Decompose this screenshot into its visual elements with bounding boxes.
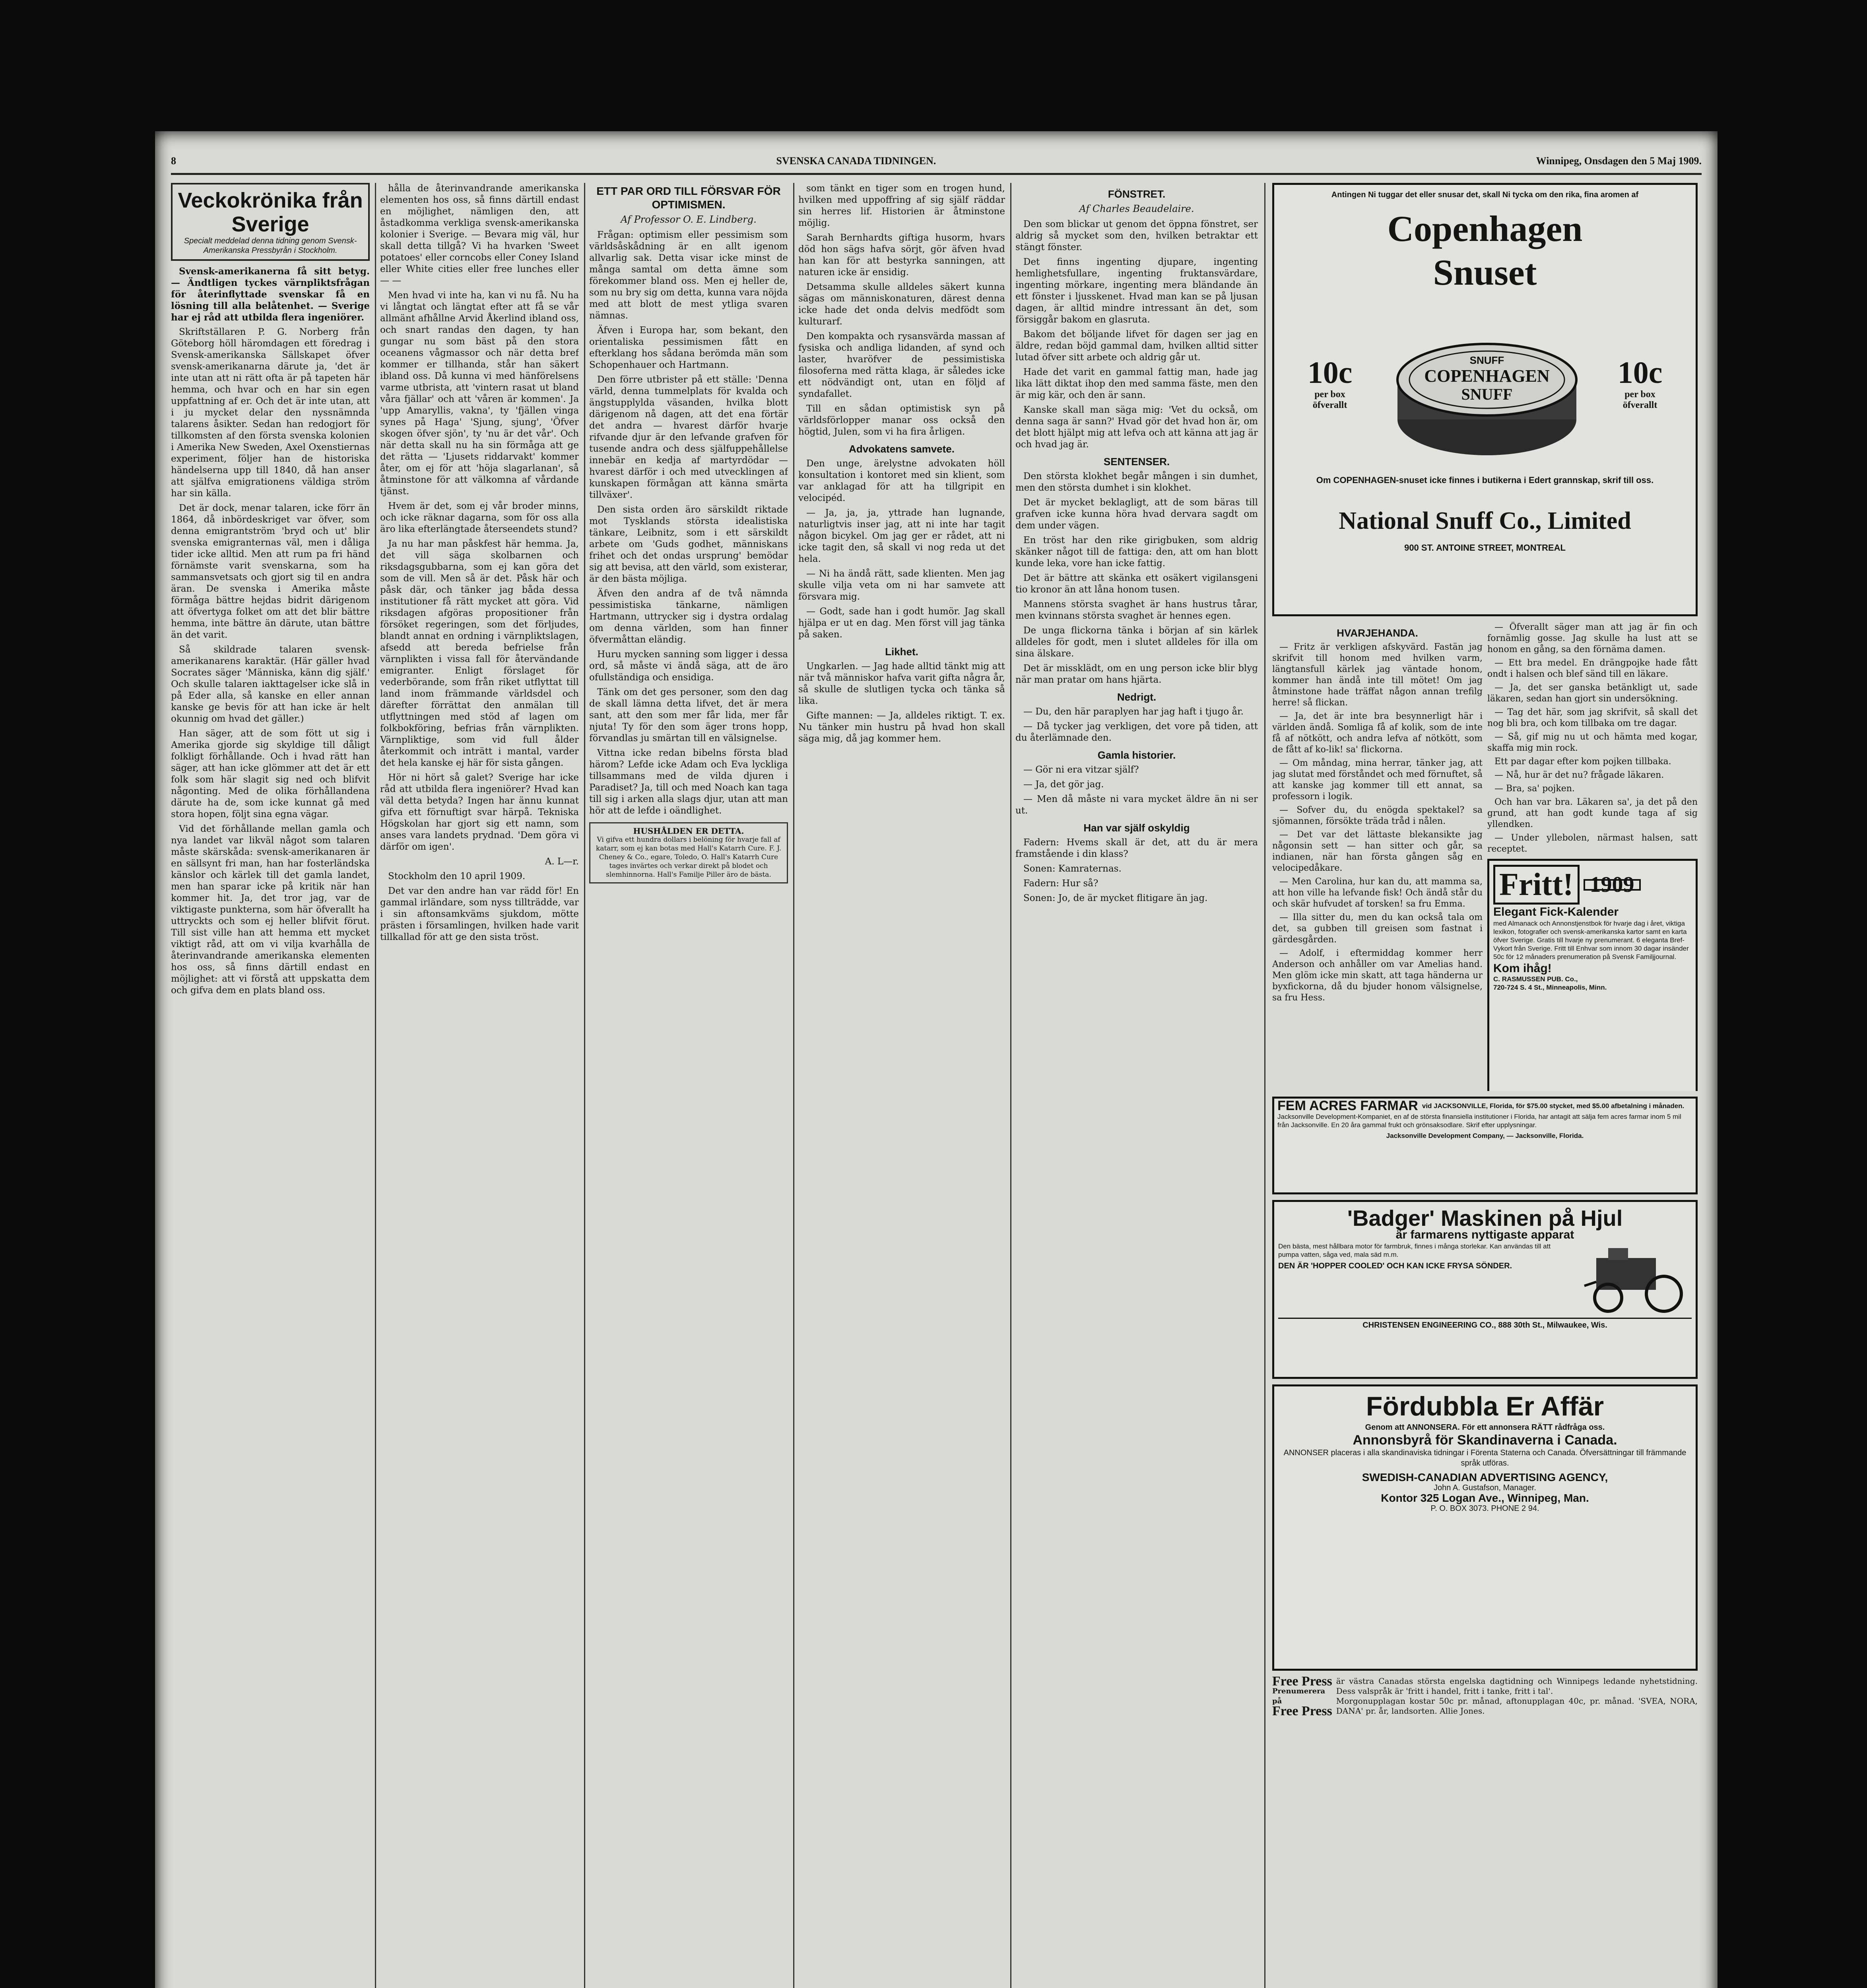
hvarjehanda-item: — Tag det här, som jag skrifvit, så skall det nog bli bra, och kom tillbaka om tre dagar. (1487, 707, 1698, 728)
nedrigt-line: — Då tycker jag verkligen, det vore på tiden, att du återlämnade den. (1015, 721, 1258, 743)
gamla-line: — Ja, det gör jag. (1023, 779, 1104, 790)
col3-paragraph: Den sista orden äro särskildt riktade mot Tysklands största idealistiska tänkare, Leibnitz, som i ett särskildt arbete om 'Guds godhet, människans frihet och det ondas ursprung' bemödar sig att bevisa, att den värld, som existerar, är den bästa möjliga. (589, 505, 788, 584)
col4-paragraph: som tänkt en tiger som en trogen hund, hvilken med uppoffring af sig själf räddar sin herres lif. Historien är åtminstone möjlig. (798, 183, 1005, 228)
sentens: Det är bättre att skänka ett osäkert vigilansgeni tio kronor än att låna honom tusen. (1015, 573, 1258, 595)
snus-intro: Antingen Ni tuggar det eller snusar det, skall Ni tycka om den rika, fina aromen af (1331, 190, 1639, 199)
agency-manager: John A. Gustafson, Manager. (1434, 1483, 1536, 1492)
sentens: En tröst har den rike girigbuken, som aldrig skänker något till de fattiga: den, att om han blott kunde leka, vore han icke fattig. (1015, 535, 1258, 569)
fritt-calendar-ad (1487, 859, 1698, 1091)
snus-price-left (1290, 356, 1370, 411)
hvarjehanda-item: — Sofver du, du enögda spektakel? sa sjömannen, försökte träda tråd i nålen. (1272, 805, 1483, 826)
sentens: De unga flickorna tänka i början af sin kärlek alldeles för godt, men i slutet alldeles för illa om sina älskare. (1015, 625, 1258, 659)
hvarjehanda-item: — Öfverallt säger man att jag är fin och fornämlig gosse. Jag skulle ha lust att se honom en gång, sa den förnäma damen. (1487, 622, 1698, 654)
col3-paragraph: Äfven den andra af de två nämnda pessimistiska tänkarne, nämligen Hartmann, uttrycker sig i dystra ordalag om denna världen, som han finner öfvermåttan eländig. (589, 588, 788, 645)
veckokronika-subtitle: Specialt meddelad denna tidning genom Svensk-Amerikanska Pressbyrån i Stockholm. (184, 237, 357, 255)
gamla-title: Gamla historier. (1097, 749, 1176, 761)
fritt-word: Fritt! (1493, 865, 1580, 905)
sentenser-title: SENTENSER. (1103, 456, 1170, 468)
fordubbla-ad (1272, 1384, 1698, 1671)
column-5 (1015, 183, 1258, 1988)
col4-paragraph: Detsamma skulle alldeles säkert kunna sägas om människonaturen, därest denna icke hade det onda delvis medfödt som kulturarf. (798, 282, 1005, 327)
col2-paragraph: Det var den andre han var rädd för! En gammal irländare, som nyss tillträdde, var i sin aftonsamkväms sjukdom, mötte prästen i församlingen, hvilken hade varit tillkallad för att ge den sista tröst. (380, 886, 579, 942)
column-4 (798, 183, 1005, 1988)
optimism-byline: Af Professor O. E. Lindberg. (621, 214, 757, 225)
oskyldig-line: Fadern: Hur så? (1023, 878, 1098, 889)
snus-price-sub: öfverallt (1312, 400, 1347, 410)
hvarjehanda-item: — Ja, det ser ganska betänkligt ut, sade läkaren, sedan han gjort sin undersökning. (1487, 683, 1698, 704)
likhet-paragraph: Gifte mannen: — Ja, alldeles riktigt. T. ex. Nu tänker min hustru på hvad hon skall säga mig, då jag kommer hem. (798, 711, 1005, 744)
fem-acres-title: FEM ACRES FARMAR (1277, 1098, 1418, 1113)
column-rule (793, 183, 794, 1988)
hvarjehanda-item: — Men Carolina, hur kan du, att mamma sa, att hon ville ha lefvande fisk! Och ändå står du och skär hufvudet af torsken! sa fru Emma. (1272, 877, 1483, 909)
sentens: Det är mycket beklagligt, att de som bäras till grafven icke kunna höra hvad dervara sagdt om dem under vägen. (1015, 497, 1258, 531)
hvarjehanda-item: — Om måndag, mina herrar, tänker jag, att jag slutat med förståndet och med förnuftet, så att kanske jag kommer till ett annat, sa professorn i logik. (1272, 758, 1483, 802)
hvarjehanda-col-b (1487, 622, 1698, 1091)
hvarjehanda-item: — Ett bra medel. En drängpojke hade fått ondt i halsen och blef sänd till en läkare. (1487, 658, 1698, 679)
badger-subtitle: är farmarens nyttigaste apparat (1395, 1228, 1574, 1241)
hvarjehanda-item: — Adolf, i eftermiddag kommer herr Anderson och anhåller om var Amelias hand. Men glöm icke min skatt, att taga händerna ur byxfickorna, då du bjuder honom välsignelse, sa fru Hess. (1272, 948, 1483, 1003)
col3-paragraph: Vittna icke redan bibelns första blad härom? Lefde icke Adam och Eva lyckliga tillsammans med de vilda djuren i Paradiset? Ja, till och med Noach kan taga till sig i arken alla slags djur, utan att man hör att de lefde i oändlighet. (589, 748, 788, 816)
ads-column (1272, 183, 1698, 1988)
fordubbla-title: Fördubbla Er Affär (1366, 1391, 1604, 1421)
col4-paragraph: Den kompakta och rysansvärda massan af fysiska och andliga lidanden, af synd och laster, hvaröfver de pessimistiska filosoferna med rätta klaga, är således icke ett nödvändigt ont, utan en följd af syndafallet. (798, 331, 1005, 399)
badger-body (1278, 1242, 1692, 1314)
column-3 (589, 183, 788, 1988)
hvarjehanda-item: — Fritz är verkligen afskyvärd. Fastän jag skrifvit till honom med hvilken varm, längtansfull kärlek jag väntade honom, kommer han ändå inte till mötet! Om jag åtminstone hade träffat någon annan trefilg herre! så flickan. (1272, 642, 1483, 708)
veckokronika-box (171, 183, 370, 261)
col4-paragraph: Till en sådan optimistisk syn på världsförlopper manar oss också den högtid, Julen, som vi ha fira årligen. (798, 404, 1005, 437)
free-press-label: Free Press (1272, 1674, 1332, 1689)
col3-paragraph: Tänk om det ges personer, som den dag de skall lämna detta lifvet, det är mera sant, att den som mer får lida, mer får njuta! Ty för den som äger trons hopp, förvandlas ju smärtan till en välsignelse. (589, 687, 788, 744)
column-rule (584, 183, 585, 1988)
hvarjehanda-item: — Så, gif mig nu ut och hämta med kogar, skaffa mig min rock. (1487, 732, 1698, 753)
snus-price-sub: per box (1624, 389, 1655, 400)
nedrigt-line: — Du, den här paraplyen har jag haft i tjugo år. (1023, 707, 1244, 717)
fem-acres-header (1277, 1098, 1692, 1113)
hvarjehanda-item: Ett par dagar efter kom pojken tillbaka. (1494, 757, 1671, 767)
snus-price: 10c (1307, 355, 1353, 390)
hushalden-notice (589, 822, 788, 883)
fem-acres-ad (1272, 1097, 1698, 1194)
snus-brand-line-1: Copenhagen (1387, 208, 1583, 249)
snus-price-sub: öfverallt (1622, 400, 1657, 410)
fonstret-paragraph: Det finns ingenting djupare, ingenting hemlighetsfullare, ingenting fruktansvärdare, ingenting mörkare, ingenting mera bländande än ett fönster i ljusskenet. Hvad man kan se på ljusan dagen, är alltid mindre intressant än det, som försiggår bakom en glasruta. (1015, 257, 1258, 325)
gamla-line: — Men då måste ni vara mycket äldre än ni ser ut. (1015, 794, 1258, 816)
col3-paragraph: Den förre utbrister på ett ställe: 'Denna värld, denna tummelplats för kvalda och ängstupplylda väsanden, hvilka blott därigenom nå dagen, att det ena förtär det andra — hvarest därför hvarje rifvande djur är den lefvande grafven för tusende andra och dess själfuppehållelse innebär en kedja af martyrdödar — hvarest därför i och med utvecklingen af kunskapen förmågan att känna smärta tillväxer'. (589, 375, 788, 500)
badger-hopper: DEN ÄR 'HOPPER COOLED' OCH KAN ICKE FRYSA SÖNDER. (1278, 1262, 1512, 1270)
free-press-ad (1272, 1676, 1698, 1716)
oskyldig-line: Sonen: Kamraternas. (1023, 864, 1122, 874)
dateline: Winnipeg, Onsdagen den 5 Maj 1909. (1536, 155, 1702, 167)
copenhagen-snuff-ad (1272, 183, 1698, 616)
free-press-text-1: är västra Canadas största engelska dagtidning och Winnipegs ledande nyhetstidning. Dess valspråk är 'fritt i handel, fritt i tanke, fritt i tal'. (1336, 1676, 1698, 1696)
sentens: Det är missklädt, om en ung person icke blir blyg när man pratar om hans hjärta. (1015, 663, 1258, 685)
veckokronika-title: Veckokrönika från Sverige (178, 188, 363, 236)
hvarjehanda-item: — Under yllebolen, närmast halsen, satt receptet. (1487, 833, 1698, 854)
free-press-labels (1272, 1676, 1332, 1716)
free-press-text-2: Morgonupplagan kostar 50c pr. månad, aftonupplagan 40c, pr. månad. 'SVEA, NORA, DANA' pr. år, landsorten. Allie Jones. (1336, 1696, 1698, 1716)
hvarjehanda-title: HVARJEHANDA. (1337, 627, 1418, 639)
fritt-year: 1909 (1584, 879, 1641, 891)
snus-company: National Snuff Co., Limited (1339, 507, 1631, 534)
veckokronika-lead: Svensk-amerikanerna få sitt betyg. — Ändtligen tyckes värnpliktsfrågan för återinflyttade svenskar få en lösning till alla belåtenhet. — Sverige har ej råd att utbilda flera ingeniörer. (171, 266, 370, 323)
page-number: 8 (171, 155, 176, 167)
fordubbla-line-3: ANNONSER placeras i alla skandinaviska tidningar i Förenta Staterna och Canada. Öfversättningar till främmande språk utföras. (1283, 1448, 1687, 1468)
badger-footer: CHRISTENSEN ENGINEERING CO., 888 30th St., Milwaukee, Wis. (1278, 1318, 1692, 1330)
agency-name: SWEDISH-CANADIAN ADVERTISING AGENCY, (1362, 1471, 1608, 1483)
fritt-headline (1493, 865, 1692, 905)
col2-paragraph: hålla de återinvandrande amerikanska elementen hos oss, så finns därtill endast en möjlighet, nämligen den, att åstadkomma verkliga svensk-amerikanska kolonier i Sverige. — Bevara mig väl, hur skall detta tillgå? Vi ha hvarken 'Sweet potatoes' eller corncobs eller Coney Island eller White cities eller free lunches eller — — (380, 183, 579, 286)
sentens: Den största klokhet begår mången i sin dumhet, men den största dumhet i sin klokhet. (1015, 471, 1258, 493)
badger-text-block (1278, 1242, 1568, 1314)
col2-paragraph: Hör ni hört så galet? Sverige har icke råd att utbilda flera ingeniörer? Hvad kan väl detta betyda? Ingen har ännu kunnat gifva ett förnuftigt svar härpå. Tekniska Högskolan har gjort sig ett namn, som anses vara landets prydnad. 'Dem göra vi därför om igen'. (380, 773, 579, 852)
tin-text-middle: COPENHAGEN (1424, 366, 1550, 386)
fordubbla-line-1: Genom att ANNONSERA. För ett annonsera RÄTT rådfråga oss. (1365, 1423, 1605, 1432)
agency-address: Kontor 325 Logan Ave., Winnipeg, Man. (1381, 1492, 1589, 1504)
paper-name: SVENSKA CANADA TIDNINGEN. (776, 155, 936, 167)
column-rule (1264, 183, 1265, 1988)
fem-acres-footer: Jacksonville Development Company, — Jacksonville, Florida. (1386, 1132, 1584, 1140)
hvarjehanda-col-a (1272, 622, 1483, 1091)
sentens: Mannens största svaghet är hans hustrus tårar, men kvinnans största svaghet är hennes egen. (1015, 599, 1258, 621)
hvarjehanda-item: — Ja, det är inte bra besynnerligt här i världen ändå. Somliga få af kolik, som de inte få af nötkött, och andra lefva af nötkött, som de fått af ko-lik! sa' flickorna. (1272, 711, 1483, 755)
snus-address: 900 ST. ANTOINE STREET, MONTREAL (1404, 543, 1566, 553)
newspaper-page (155, 131, 1718, 1988)
fem-acres-side: vid JACKSONVILLE, Florida, för $75.00 stycket, med $5.00 afbetalning i månaden. (1422, 1102, 1685, 1110)
notice-title: HUSHÅLDEN ER DETTA. (633, 826, 744, 836)
advokat-title: Advokatens samvete. (849, 443, 955, 455)
col4-paragraph: Sarah Bernhardts giftiga husorm, hvars död hon sägs hafva sörjt, gör äfven hvad han kan för att bestyrka sanningen, att naturen icke är ensidig. (798, 233, 1005, 278)
col1-paragraph: Han säger, att de som fött ut sig i Amerika gjorde sig skyldige till dåligt folkligt förhållande. Och i hvad rätt han säger, att han icke glömmer att det är ett folk som här slagit sig ned och blifvit någonting. Med de olika förhållandena därute ha de, som icke kunnat gå med stora hopen, följt sina egna vägar. (171, 728, 370, 819)
fonstret-paragraph: Hade det varit en gammal fattig man, hade jag lika lätt diktat ihop den med samma fäste, men den är mig kär, och den är sann. (1015, 367, 1258, 400)
fem-acres-text: Jacksonville Development-Kompaniet, en af de största finansiella institutioner i Florida, har antagit att sälja fem acres farmar inom 5 mil från Jacksonville. En 20 åra gammal frukt och grönsaksodlare. Skrif efter upplysningar. (1277, 1113, 1681, 1129)
fonstret-byline: Af Charles Beaudelaire. (1079, 203, 1194, 214)
col1-paragraph: Vid det förhållande mellan gamla och nya landet var likväl något som talaren måste skärskåda: svensk-amerikanaren är en sällsynt fri man, han har fosterländska känslor och kärlek till det gamla landet, men han sparar icke på kritik när han kommer hit. Ja, det tror jag, var de viktigaste punkterna, som här öfverallt ha uttryckts och som ej heller blifvit förut. Till sist ville han att hemma ett mycket viktigt råd, att om vi vilja kvarhålla de återinvandrande amerikanska elementen hos oss, så finns därtill endast en möjlighet: att vi förstå att uppskatta dem och gifva dem en plats bland oss. (171, 824, 370, 996)
fonstret-paragraph: Kanske skall man säga mig: 'Vet du också, om denna saga är sann?' Hvad gör det hvad hon är, om det blott hjälpt mig att lefva och att känna att jag är och hvad jag är. (1015, 405, 1258, 450)
oskyldig-line: Fadern: Hvems skall är det, att du är mera framstående i din klass? (1015, 837, 1258, 859)
advokat-paragraph: — Ni ha ändå rätt, sade klienten. Men jag skulle vilja veta om ni har samvete att försvara mig. (798, 569, 1005, 602)
col1-paragraph: Skriftställaren P. G. Norberg från Göteborg höll häromdagen ett föredrag i Svensk-amerikanska Sällskapet öfver svensk-amerikanarna därute ja, 'det är inte utan att ni rätt ofta är på tapeten här hemma, och hvar och en har sin egen uppfattning af er. Och det är inte utan, att i ju mycket delar den nyssnämnda talarens åsikter. Sedan han redogjort för tillkomsten af den första svenska kolonien i Amerika New Sweden, Axel Oxenstiernas experiment, följer han de historiska händelserna upp till 1840, då han anser att själfva emigrationens väldiga ström har sin källa. (171, 327, 370, 499)
engine-illustration (1572, 1242, 1692, 1314)
hvarjehanda-item: Och han var bra. Läkaren sa', ja det på den grund, att han godt kunde taga af sig yllendken. (1487, 797, 1698, 829)
advokat-paragraph: — Ja, ja, ja, yttrade han lugnande, naturligtvis inser jag, att ni inte har tagit någon bicykel. Om jag ger er rådet, att ni icke tagit den, så skall vi nog reda ut det hela. (798, 508, 1005, 564)
likhet-paragraph: Ungkarlen. — Jag hade alltid tänkt mig att när två människor hafva varit gifta några år, så skulle de slutligen tycka och tänka så lika. (798, 661, 1005, 706)
free-press-label-2: Free Press (1272, 1704, 1332, 1718)
page-header (171, 149, 1702, 175)
badger-machine-ad (1272, 1200, 1698, 1379)
column-rule (1010, 183, 1011, 1988)
fonstret-title: FÖNSTRET. (1108, 188, 1166, 200)
tin-text-top: SNUFF (1469, 354, 1504, 366)
gamla-line: — Gör ni era vitzar själf? (1023, 765, 1139, 775)
column-2 (380, 183, 579, 1988)
col2-paragraph: Men hvad vi inte ha, kan vi nu få. Nu ha vi långtat och längtat efter att få se vår allmänt afhållne Arvid Åkerlind ibland oss, och snart randas den dagen, ty han gungar nu som bäst på den stora oceanens vågmassor och när detta bref kommer er tillhanda, står han säkert ibland oss. Då kunna vi med hänförelsens varme utbrista, att 'vintern rasat ut bland våra fjällar' och att 'våren är kommen'. Ja 'upp Amaryllis, vakna', ty 'fjällen vinga synes på Haga' 'Sjung, sjung', 'Öfver skogen öfver sjön', ty 'nu är det vår'. Och när detta skall nu ha sin förmåga att ge det rätta — 'Ljusets riddarvakt' kommer åter, om ej för att 'höja slagarlanan', så åtminstone för att välkomna af vårdande tjänst. (380, 290, 579, 497)
snus-price-sub: per box (1314, 389, 1345, 400)
hvarjehanda-item: — Illa sitter du, men du kan också tala om det, sa gubben till greisen som fastnat i gärdesgården. (1272, 912, 1483, 945)
badger-text: Den bästa, mest hållbara motor för farmbruk, finnes i många storlekar. Kan användas till att pumpa vatten, såga ved, mala säd m.m. (1278, 1242, 1551, 1258)
fritt-title: Elegant Fick-Kalender (1493, 905, 1619, 918)
fritt-text: med Almanack och Annonstjenstbok för hvarje dag i året, viktiga lexikon, fotografier och svensk-amerikanska kartor samt en karta öfver Sverige. Gratis till hvarje ny prenumerant. 6 eleganta Bref-Vykort från Sverige. Fritt till Enhvar som innom 30 dagar insänder 50c för 12 månaders prenumeration på Svensk Familjjournal. (1493, 920, 1689, 961)
snus-note: Om COPENHAGEN-snuset icke finnes i butikerna i Edert grannskap, skrif till oss. (1316, 475, 1654, 485)
fritt-cta: Kom ihåg! (1493, 962, 1552, 975)
fordubbla-line-2: Annonsbyrå för Skandinaverna i Canada. (1353, 1433, 1617, 1448)
fonstret-paragraph: Bakom det böljande lifvet för dagen ser jag en äldre, redan böjd gammal dam, hvilken alltid sitter lutad öfver sitt arbete och aldrig går ut. (1015, 329, 1258, 363)
advokat-paragraph: — Godt, sade han i godt humör. Jag skall hjälpa er ut en dag. Men först vill jag tänka på saken. (798, 606, 1005, 640)
fritt-address-1: C. RASMUSSEN PUB. Co., (1493, 975, 1578, 983)
snus-price-right (1600, 356, 1680, 411)
oskyldig-line: Sonen: Jo, de är mycket flitigare än jag. (1023, 893, 1208, 903)
optimism-title: ETT PAR ORD TILL FÖRSVAR FÖR OPTIMISMEN. (596, 185, 781, 211)
column-rule (375, 183, 376, 1988)
col2-paragraph: Stockholm den 10 april 1909. (388, 871, 526, 881)
col3-paragraph: Huru mycken sanning som ligger i dessa ord, så måste vi ändå säga, att de äro ofullständiga och ensidiga. (589, 649, 788, 683)
hvarjehanda-section (1272, 622, 1698, 1091)
column-1 (171, 183, 370, 1988)
col2-paragraph: Ja nu har man påskfest här hemma. Ja, det vill säga skolbarnen och riksdagsgubbarna, som ej kan göra det som de vill. Men så är det. Påsk här och påsk där, och tänker jag båda dessa institutioner få rätt mycket att göra. Vid riksdagen afgöras propositioner från försöket regeringen, som det förljudes, blandt annat en ordning i värnpliktslagen, afsedd att bereda befrielse från värnplikten i vissa fall för återvändande emigranter. Enligt förslaget för vederbörande, som från riket utflyttat till land inom främmande världsdel och därefter förrättat den anmälan till utflyttningen med stöd af lagen om folkbokföring, befrias från värnplikten. Värnpliktige, som vid full ålder återkommit och inträtt i mantal, varder det hela kanske ej här för sista gången. (380, 539, 579, 768)
agency-box: P. O. BOX 3073. PHONE 2 94. (1430, 1504, 1539, 1513)
col2-paragraph: Hvem är det, som ej vår broder minns, och icke räknar dagarna, som för oss alla äro lika efterlängtade återseendets stund? (380, 501, 579, 534)
oskyldig-title: Han var själf oskyldig (1083, 822, 1190, 834)
snus-brand-line-2: Snuset (1433, 252, 1537, 293)
tin-text-bottom: SNUFF (1461, 385, 1513, 403)
snuff-tin-image (1393, 328, 1580, 459)
col2-signature: A. L—r. (545, 856, 579, 867)
likhet-title: Likhet. (885, 646, 918, 658)
fritt-address-2: 720-724 S. 4 St., Minneapolis, Minn. (1493, 984, 1607, 991)
col3-paragraph: Äfven i Europa har, som bekant, den orientaliska pessimismen fått en efterklang hos sådana berömda män som Schopenhauer och Hartmann. (589, 325, 788, 370)
nedrigt-title: Nedrigt. (1117, 691, 1157, 703)
snus-price: 10c (1617, 355, 1663, 390)
col1-paragraph: Det är dock, menar talaren, icke förr än 1864, då inbördeskriget var öfver, som denna emigrantström 'bryd och ut' blir svenska emigranternas väl, men i dåliga tider icke alltid. Men att rum pa fri händ förnämste varit svenskarna, som ha sammansvetsats och gjort sig til en andra äran. De svenska i Amerika måste förmåga bättre hejdas bidrit därigenom att öfvertyga folket om att det blir bättre hemma, inte bättre än därute, utan bättre än det varit. (171, 503, 370, 640)
col1-paragraph: Så skildrade talaren svensk-amerikanarens karaktär. (Här gäller hvad Socrates säger 'Människa, känn dig själf.' Och skulle talaren iakttagelser icke slå in på Eder alla, så kanske en eller annan kanske ge bevis för att han icke är helt okunnig om hvad det gäller.) (171, 645, 370, 724)
hvarjehanda-item: — Bra, sa' pojken. (1494, 784, 1575, 794)
col3-paragraph: Frågan: optimism eller pessimism som världsåskådning är en allt igenom allvarlig sak. Detta visar icke minst de många samtal om detta ämne som förekommer bland oss. Men ej heller de, som nu bry sig om detta, kunna vara nöjda med att blott de mest ytliga svaren nämnas. (589, 230, 788, 321)
fonstret-paragraph: Den som blickar ut genom det öppna fönstret, ser aldrig så mycket som den, hvilken betraktar ett stängt fönster. (1015, 219, 1258, 252)
free-press-text (1336, 1676, 1698, 1716)
hvarjehanda-item: — Det var det lättaste blekansikte jag någonsin sett — han sitter och går, sa indianen, när han första gången såg en velocipedåkare. (1272, 830, 1483, 873)
badger-title: 'Badger' Maskinen på Hjul (1347, 1206, 1623, 1231)
free-press-subscribe: Prenumerera på (1272, 1687, 1326, 1705)
hvarjehanda-item: — Nå, hur är det nu? frågade läkaren. (1494, 770, 1664, 780)
advokat-paragraph: Den unge, ärelystne advokaten höll konsultation i kontoret med sin klient, som var anklagad för att ha tillgripit en velocipéd. (798, 458, 1005, 503)
notice-text: Vi gifva ett hundra dollars i belöning för hvarje fall af katarr, som ej kan botas med Hall's Katarrh Cure. F. J. Cheney & Co., egare, Toledo, O. Hall's Katarrh Cure tages invärtes och verkar direkt på blodet och slemhinnorna. Hall's Familje Piller äro de bästa. (596, 836, 782, 879)
